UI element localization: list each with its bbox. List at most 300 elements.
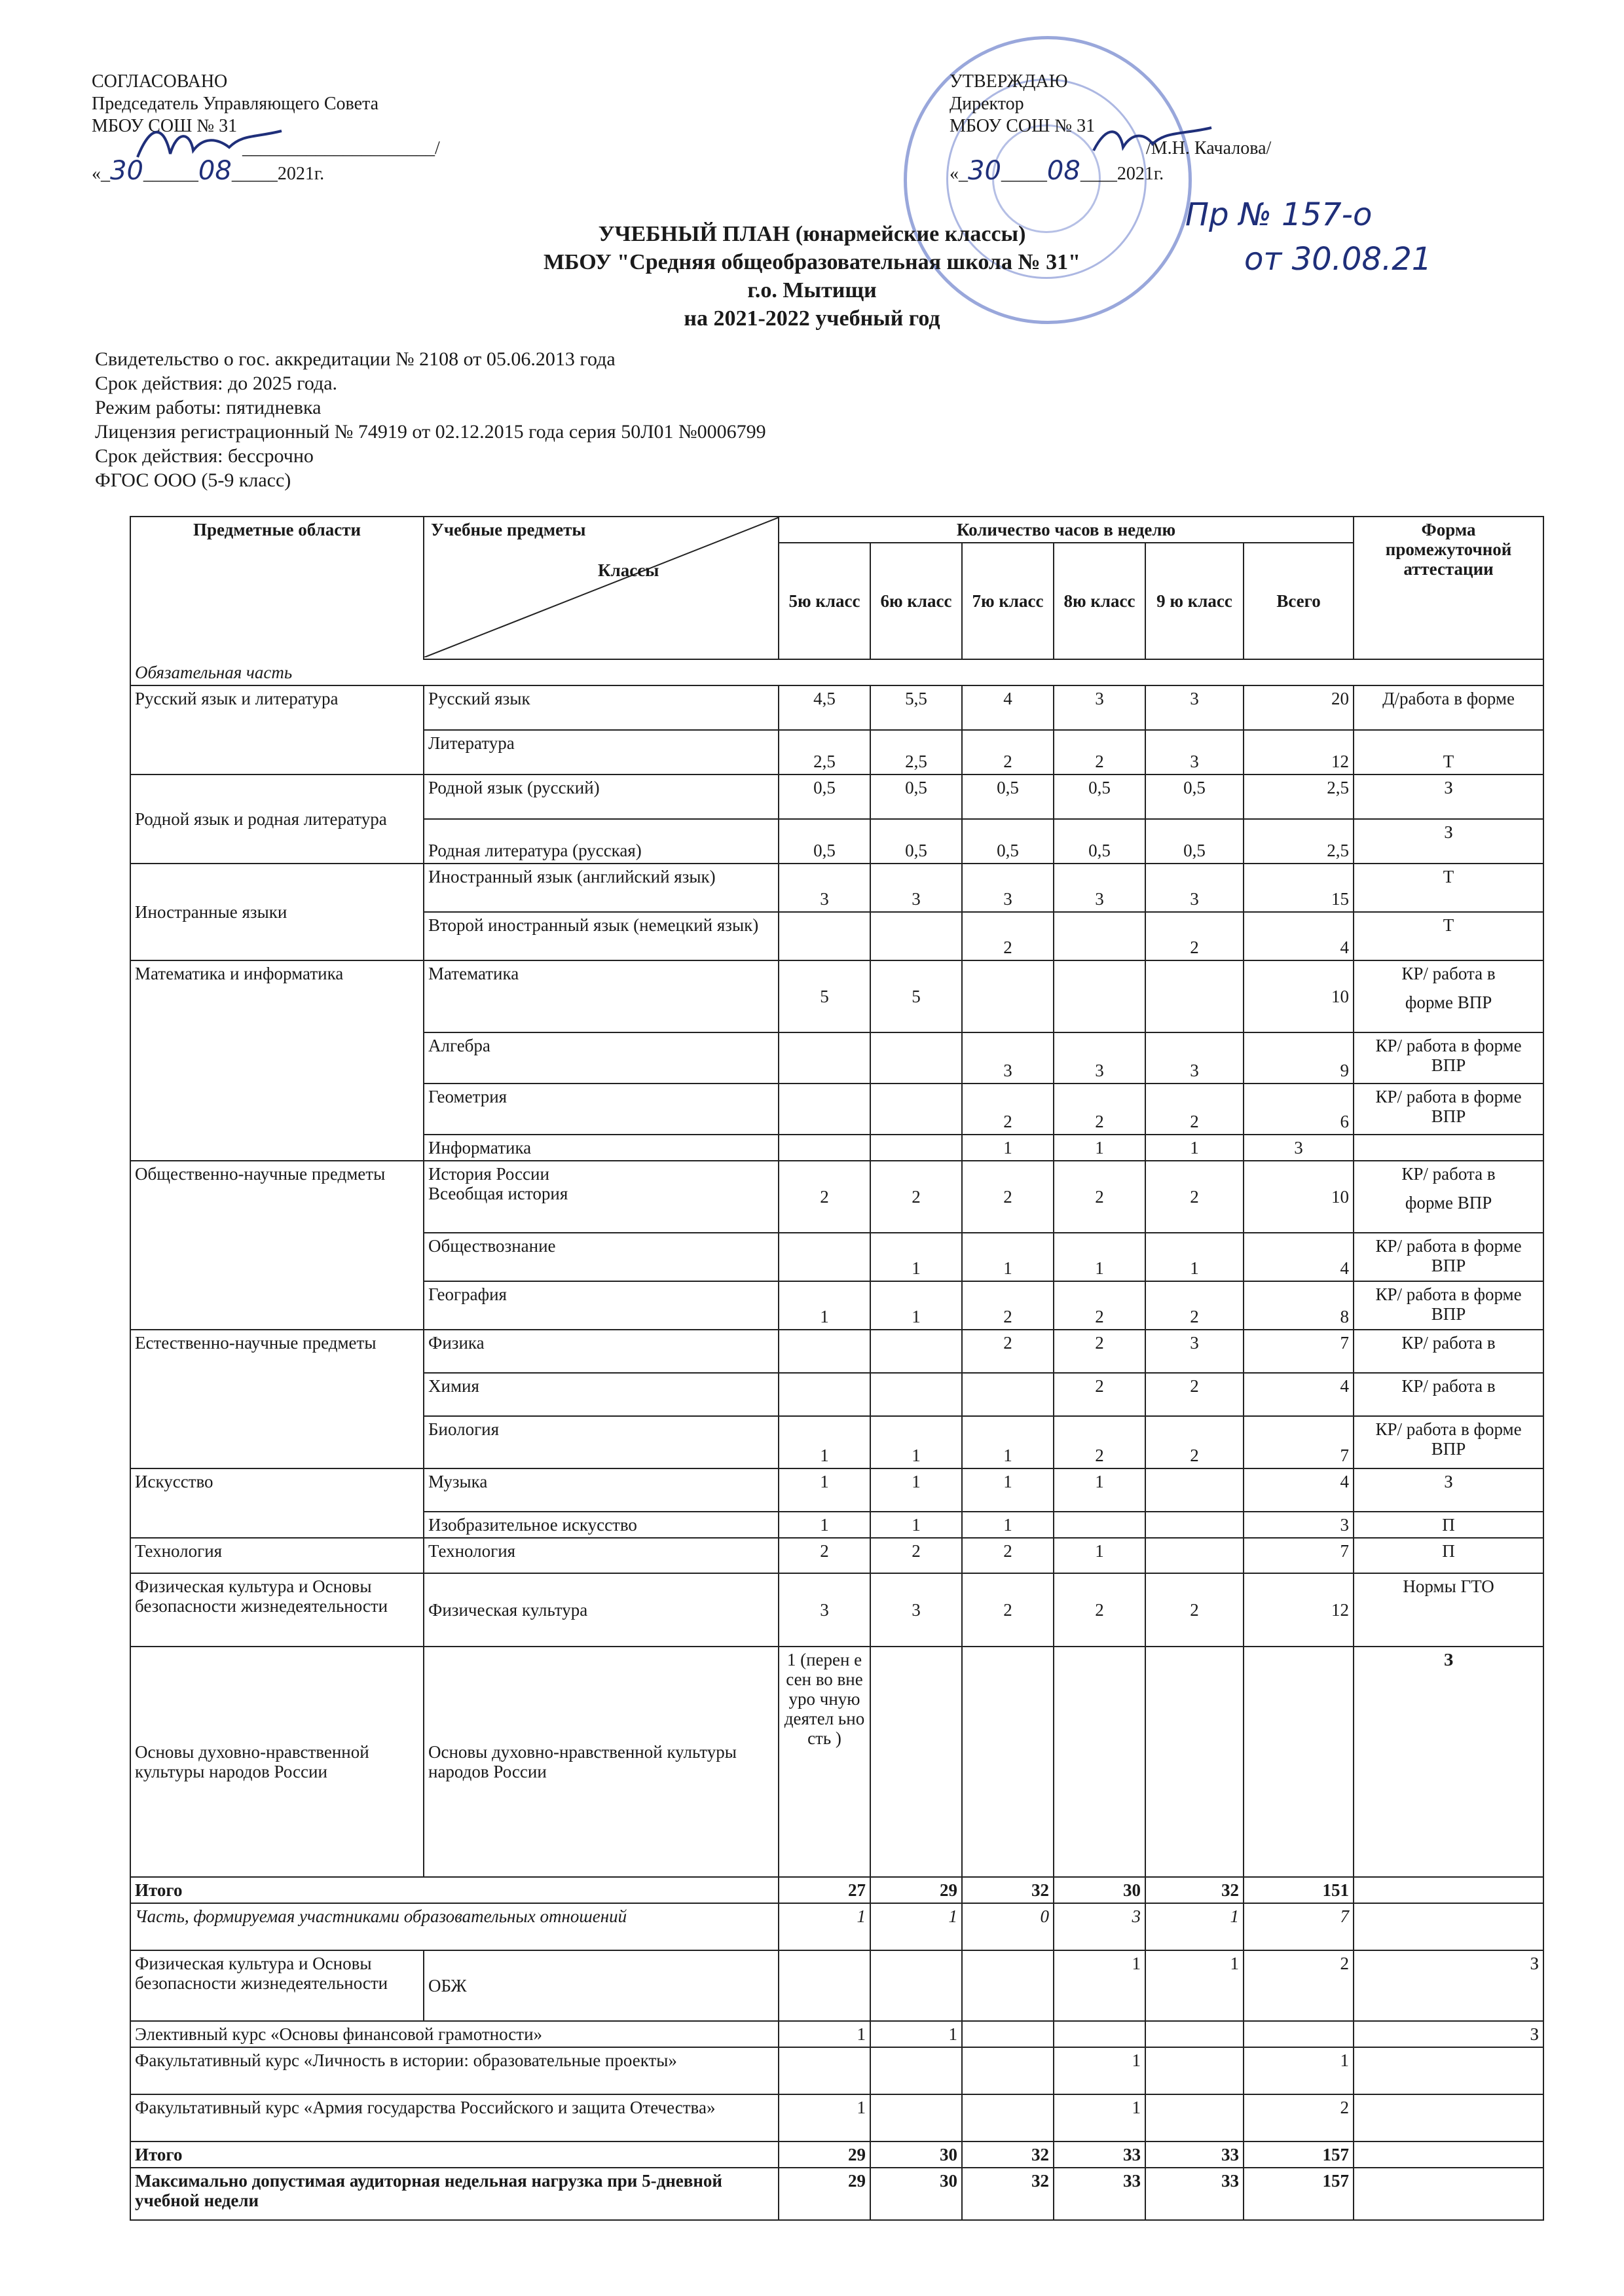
hours-cell: 2 (1054, 1161, 1145, 1233)
hours-cell: 32 (1145, 1877, 1244, 1903)
form-cell: КР/ работа в форме ВПР (1354, 1161, 1543, 1233)
total-cell: 12 (1244, 1573, 1354, 1647)
subject-cell: Основы духовно-нравственной культуры народов России (424, 1647, 779, 1877)
total-cell: 4 (1244, 1373, 1354, 1416)
table-row (130, 2168, 1543, 2220)
hours-cell: 2 (779, 1161, 870, 1233)
form-cell: КР/ работа в форме ВПР (1354, 1416, 1543, 1468)
hours-cell: 1 (1145, 1233, 1244, 1281)
hours-cell: 1 (1054, 2094, 1145, 2141)
hours-cell: 30 (870, 2141, 962, 2168)
hours-cell: 2 (1145, 1161, 1244, 1233)
hours-cell: 30 (1054, 1877, 1145, 1903)
head-classes: Классы (598, 560, 659, 580)
hours-cell (779, 2047, 870, 2094)
hours-cell: 2 (1145, 1416, 1244, 1468)
hours-cell: 3 (1054, 1903, 1145, 1950)
form-cell: П (1354, 1512, 1543, 1538)
hours-cell: 0,5 (779, 774, 870, 819)
hours-cell: 3 (1145, 685, 1244, 730)
hours-cell (1145, 960, 1244, 1032)
subject-cell: Изобразительное искусство (424, 1512, 779, 1538)
hours-cell: 1 (1054, 1135, 1145, 1161)
head-hours: Количество часов в неделю (779, 517, 1354, 543)
hours-cell: 0,5 (779, 819, 870, 864)
approved-name: /М.Н. Качалова/ (1146, 138, 1272, 158)
form-cell: КР/ работа в форме ВПР (1354, 1281, 1543, 1330)
head-areas: Предметные области (130, 517, 424, 659)
table-row (130, 2141, 1543, 2168)
hours-cell: 2 (962, 1573, 1054, 1647)
hours-cell: 1 (779, 1903, 870, 1950)
hours-cell: 3 (1054, 685, 1145, 730)
hours-cell: 3 (870, 864, 962, 912)
form-cell: З (1354, 774, 1543, 819)
head-subjects: Учебные предметы (431, 520, 586, 539)
hours-cell (870, 1373, 962, 1416)
total-cell: 151 (1244, 1877, 1354, 1903)
total-cell: 2,5 (1244, 819, 1354, 864)
area-cell: Русский язык и литература (130, 685, 424, 774)
hours-cell: 0,5 (962, 819, 1054, 864)
form-cell: З (1354, 819, 1543, 864)
subject-cell: Второй иностранный язык (немецкий язык) (424, 912, 779, 960)
approved-date-day: 30 (968, 156, 1001, 186)
meta-block (95, 347, 766, 492)
form-cell: КР/ работа в (1354, 1373, 1543, 1416)
hours-cell: 2 (962, 1084, 1054, 1135)
hours-cell (962, 960, 1054, 1032)
hours-cell (1145, 1647, 1244, 1877)
form-cell: З (1354, 1647, 1543, 1877)
area-cell: Родной язык и родная литература (130, 774, 424, 864)
form-cell (1354, 2168, 1543, 2220)
hours-cell: 5,5 (870, 685, 962, 730)
total-cell: 9 (1244, 1032, 1354, 1084)
hours-cell: 1 (870, 1512, 962, 1538)
hours-cell: 32 (962, 2141, 1054, 2168)
head-total: Всего (1244, 543, 1354, 659)
hours-cell (870, 1647, 962, 1877)
hours-cell: 1 (962, 1512, 1054, 1538)
hours-cell: 29 (779, 2141, 870, 2168)
form-cell: Нормы ГТО (1354, 1573, 1543, 1647)
hours-cell: 0,5 (870, 819, 962, 864)
hours-cell: 2 (962, 1161, 1054, 1233)
subject-cell: Факультативный курс «Армия государства Российского и защита Отечества» (130, 2094, 779, 2141)
hours-cell: 2 (962, 912, 1054, 960)
subject-cell: ОБЖ (424, 1950, 779, 2021)
hours-cell: 3 (1145, 1330, 1244, 1373)
hours-cell: 33 (1145, 2141, 1244, 2168)
hours-cell: 1 (1054, 1468, 1145, 1512)
hours-cell: 1 (962, 1233, 1054, 1281)
meta-line: Срок действия: до 2025 года. (95, 373, 338, 394)
hours-cell (870, 1950, 962, 2021)
hours-cell: 3 (1054, 1032, 1145, 1084)
approved-school: МБОУ СОШ № 31 (950, 116, 1096, 136)
hours-cell: 1 (779, 1281, 870, 1330)
agreed-signature-icon (131, 118, 288, 170)
subject-cell: География (424, 1281, 779, 1330)
total-cell (1244, 1647, 1354, 1877)
subject-cell: Технология (424, 1538, 779, 1573)
head-grade-9: 9 ю класс (1145, 543, 1244, 659)
approved-date: «_30_____08____2021г. (950, 156, 1164, 186)
table-row (130, 1950, 1543, 2021)
hours-cell: 2 (962, 730, 1054, 774)
hours-cell (1054, 960, 1145, 1032)
form-cell: З (1354, 2021, 1543, 2047)
area-cell: Искусство (130, 1468, 424, 1538)
total-cell: 12 (1244, 730, 1354, 774)
subject-cell: Геометрия (424, 1084, 779, 1135)
form-cell: П (1354, 1538, 1543, 1573)
form-cell (1354, 2047, 1543, 2094)
head-grade-7: 7ю класс (962, 543, 1054, 659)
hours-cell (962, 2094, 1054, 2141)
subject-cell: Литература (424, 730, 779, 774)
mandatory-part-label: Обязательная часть (130, 659, 1543, 685)
table-row (130, 1877, 1543, 1903)
form-cell: З (1354, 1468, 1543, 1512)
subject-cell: Музыка (424, 1468, 779, 1512)
hours-cell: 1 (1145, 1135, 1244, 1161)
hours-cell (1145, 2047, 1244, 2094)
subject-cell: Алгебра (424, 1032, 779, 1084)
hours-cell (1145, 1538, 1244, 1573)
hours-cell: 1 (1054, 2047, 1145, 2094)
form-cell: Д/работа в форме (1354, 685, 1543, 730)
head-grade-6: 6ю класс (870, 543, 962, 659)
form-cell: КР/ работа в форме ВПР (1354, 1084, 1543, 1135)
hours-cell: 1 (962, 1468, 1054, 1512)
total-cell: 157 (1244, 2141, 1354, 2168)
table-row (130, 2094, 1543, 2141)
table-row (130, 1647, 1543, 1877)
hours-cell: 5 (779, 960, 870, 1032)
total-cell: 4 (1244, 1468, 1354, 1512)
hours-cell: 2 (1054, 1281, 1145, 1330)
total-cell: 2 (1244, 1950, 1354, 2021)
hours-cell: 4,5 (779, 685, 870, 730)
hours-cell: 3 (779, 1573, 870, 1647)
hours-cell: 2 (779, 1538, 870, 1573)
area-cell: Физическая культура и Основы безопасности жизнедеятельности (130, 1573, 424, 1647)
area-cell: Естественно-научные предметы (130, 1330, 424, 1468)
total-cell (1244, 2021, 1354, 2047)
meta-line: ФГОС ООО (5-9 класс) (95, 469, 291, 491)
area-cell: Математика и информатика (130, 960, 424, 1161)
hours-cell: 1 (перен есен во внеуро чную деятел ьность ) (779, 1647, 870, 1877)
hours-cell: 2 (1145, 1084, 1244, 1135)
hours-cell: 0,5 (1145, 774, 1244, 819)
hours-cell: 1 (1145, 1903, 1244, 1950)
hours-cell (779, 912, 870, 960)
hours-cell: 33 (1145, 2168, 1244, 2220)
hours-cell (870, 2094, 962, 2141)
total-cell: 4 (1244, 1233, 1354, 1281)
hours-cell (779, 1330, 870, 1373)
total-cell: 20 (1244, 685, 1354, 730)
hours-cell: 1 (779, 1416, 870, 1468)
approved-title: УТВЕРЖДАЮ (950, 71, 1068, 92)
hours-cell: 2 (962, 1330, 1054, 1373)
hours-cell (779, 1233, 870, 1281)
hours-cell: 2 (1145, 1281, 1244, 1330)
hours-cell: 29 (870, 1877, 962, 1903)
order-date: от 30.08.21 (1244, 241, 1432, 278)
subject-cell: Физика (424, 1330, 779, 1373)
total-cell: 7 (1244, 1416, 1354, 1468)
hours-cell: 4 (962, 685, 1054, 730)
hours-cell: 0,5 (1054, 774, 1145, 819)
doc-title-1: УЧЕБНЫЙ ПЛАН (юнармейские классы) (598, 222, 1026, 246)
hours-cell (779, 1950, 870, 2021)
total-label: Итого (130, 2141, 779, 2168)
hours-cell: 1 (870, 1281, 962, 1330)
hours-cell: 3 (962, 864, 1054, 912)
hours-cell: 1 (779, 1468, 870, 1512)
hours-cell: 0,5 (1054, 819, 1145, 864)
hours-cell (1145, 2021, 1244, 2047)
doc-title-4: на 2021-2022 учебный год (684, 306, 940, 331)
head-form: Форма промежуточной аттестации (1354, 517, 1543, 659)
hours-cell: 3 (962, 1032, 1054, 1084)
hours-cell: 1 (779, 1512, 870, 1538)
hours-cell (779, 1032, 870, 1084)
total-label: Итого (130, 1877, 779, 1903)
hours-cell: 1 (962, 1135, 1054, 1161)
hours-cell: 5 (870, 960, 962, 1032)
hours-cell: 2 (1145, 1573, 1244, 1647)
hours-cell: 1 (870, 1416, 962, 1468)
hours-cell: 3 (870, 1573, 962, 1647)
form-cell: КР/ работа в форме ВПР (1354, 960, 1543, 1032)
max-load-label: Максимально допустимая аудиторная недельная нагрузка при 5-дневной учебной недели (130, 2168, 779, 2220)
hours-cell (962, 2047, 1054, 2094)
hours-cell: 2 (1054, 1573, 1145, 1647)
table-row (130, 685, 1543, 730)
form-cell: З (1354, 1950, 1543, 2021)
hours-cell: 2 (962, 1538, 1054, 1573)
total-cell: 157 (1244, 2168, 1354, 2220)
hours-cell: 2 (1145, 912, 1244, 960)
doc-title-3: г.о. Мытищи (747, 278, 877, 302)
hours-cell (870, 1032, 962, 1084)
total-cell: 10 (1244, 1161, 1354, 1233)
form-cell (1354, 1903, 1543, 1950)
area-cell: Основы духовно-нравственной культуры народов России (130, 1647, 424, 1877)
subject-cell: Математика (424, 960, 779, 1032)
curriculum-table (130, 516, 1544, 2221)
form-cell (1354, 2141, 1543, 2168)
hours-cell (1054, 912, 1145, 960)
table-row (130, 1903, 1543, 1950)
table-row (130, 1468, 1543, 1512)
total-cell: 4 (1244, 912, 1354, 960)
hours-cell: 32 (962, 1877, 1054, 1903)
table-row (130, 2021, 1543, 2047)
hours-cell (962, 2021, 1054, 2047)
meta-line: Свидетельство о гос. аккредитации № 2108 от 05.06.2013 года (95, 348, 616, 370)
hours-cell: 2,5 (779, 730, 870, 774)
subject-cell: История России Всеобщая история (424, 1161, 779, 1233)
hours-cell: 0 (962, 1903, 1054, 1950)
hours-cell: 1 (870, 1468, 962, 1512)
table-row (130, 864, 1543, 912)
area-cell: Общественно-научные предметы (130, 1161, 424, 1330)
hours-cell: 2 (870, 1538, 962, 1573)
hours-cell (1054, 2021, 1145, 2047)
hours-cell (779, 1084, 870, 1135)
hours-cell (1054, 1512, 1145, 1538)
hours-cell: 2 (1054, 1084, 1145, 1135)
area-cell: Технология (130, 1538, 424, 1573)
hours-cell: 1 (870, 2021, 962, 2047)
hours-cell: 1 (779, 2021, 870, 2047)
hours-cell (870, 2047, 962, 2094)
hours-cell: 33 (1054, 2168, 1145, 2220)
form-cell (1354, 2094, 1543, 2141)
hours-cell: 2 (1054, 730, 1145, 774)
subject-cell: Физическая культура (424, 1573, 779, 1647)
hours-cell (962, 1373, 1054, 1416)
subject-cell: Родная литература (русская) (424, 819, 779, 864)
area-cell: Физическая культура и Основы безопасности жизнедеятельности (130, 1950, 424, 2021)
form-cell (1354, 1877, 1543, 1903)
hours-cell: 1 (1145, 1950, 1244, 2021)
head-subjects-classes (424, 517, 779, 659)
form-cell (1354, 1135, 1543, 1161)
approved-position: Директор (950, 94, 1024, 114)
approved-date-month: 08 (1046, 156, 1080, 186)
agreed-school: МБОУ СОШ № 31 (92, 116, 238, 136)
table-row (130, 1573, 1543, 1647)
hours-cell: 30 (870, 2168, 962, 2220)
total-cell: 2 (1244, 2094, 1354, 2141)
agreed-position: Председатель Управляющего Совета (92, 94, 379, 114)
hours-cell (1054, 1647, 1145, 1877)
hours-cell (962, 1950, 1054, 2021)
doc-title-2: МБОУ "Средняя общеобразовательная школа № 31" (543, 250, 1081, 274)
form-cell: Т (1354, 730, 1543, 774)
subject-cell: Родной язык (русский) (424, 774, 779, 819)
hours-cell: 3 (1054, 864, 1145, 912)
subject-cell: Факультативный курс «Личность в истории: образовательные проекты» (130, 2047, 779, 2094)
order-number: Пр № 157-о (1185, 196, 1373, 233)
total-cell: 10 (1244, 960, 1354, 1032)
hours-cell: 27 (779, 1877, 870, 1903)
hours-cell: 1 (1054, 1538, 1145, 1573)
subject-cell: Русский язык (424, 685, 779, 730)
hours-cell: 2 (870, 1161, 962, 1233)
hours-cell: 0,5 (962, 774, 1054, 819)
total-cell: 7 (1244, 1538, 1354, 1573)
total-cell: 7 (1244, 1903, 1354, 1950)
table-row (130, 774, 1543, 819)
hours-cell: 3 (779, 864, 870, 912)
approved-signature-icon (1087, 118, 1218, 164)
hours-cell (779, 1373, 870, 1416)
head-grade-5: 5ю класс (779, 543, 870, 659)
subject-cell: Обществознание (424, 1233, 779, 1281)
subject-cell: Иностранный язык (английский язык) (424, 864, 779, 912)
hours-cell: 1 (1054, 1950, 1145, 2021)
total-cell: 2,5 (1244, 774, 1354, 819)
hours-cell: 33 (1054, 2141, 1145, 2168)
hours-cell (1145, 2094, 1244, 2141)
hours-cell: 3 (1145, 730, 1244, 774)
total-cell: 15 (1244, 864, 1354, 912)
hours-cell: 0,5 (870, 774, 962, 819)
meta-line: Лицензия регистрационный № 74919 от 02.12.2015 года серия 50Л01 №0006799 (95, 421, 766, 443)
hours-cell: 2,5 (870, 730, 962, 774)
form-cell: КР/ работа в форме ВПР (1354, 1032, 1543, 1084)
meta-line: Срок действия: бессрочно (95, 445, 314, 467)
agreed-date-month: 08 (198, 156, 232, 186)
meta-line: Режим работы: пятидневка (95, 397, 322, 418)
hours-cell: 3 (1145, 864, 1244, 912)
table-row (130, 2047, 1543, 2094)
form-cell: Т (1354, 864, 1543, 912)
hours-cell: 2 (1054, 1416, 1145, 1468)
hours-cell: 1 (779, 2094, 870, 2141)
total-cell: 3 (1244, 1135, 1354, 1161)
table-row (130, 1161, 1543, 1233)
hours-cell (870, 1084, 962, 1135)
hours-cell: 1 (1054, 1233, 1145, 1281)
part2-label: Часть, формируемая участниками образовательных отношений (130, 1903, 779, 1950)
hours-cell (962, 1647, 1054, 1877)
subject-cell: Биология (424, 1416, 779, 1468)
hours-cell (1145, 1468, 1244, 1512)
hours-cell: 2 (1145, 1373, 1244, 1416)
hours-cell: 1 (870, 1903, 962, 1950)
hours-cell (870, 1135, 962, 1161)
subject-cell: Информатика (424, 1135, 779, 1161)
subject-cell: Элективный курс «Основы финансовой грамотности» (130, 2021, 779, 2047)
agreed-title: СОГЛАСОВАНО (92, 71, 228, 92)
hours-cell: 2 (1054, 1330, 1145, 1373)
total-cell: 6 (1244, 1084, 1354, 1135)
hours-cell: 0,5 (1145, 819, 1244, 864)
table-row (130, 1330, 1543, 1373)
total-cell: 8 (1244, 1281, 1354, 1330)
table-row (130, 1538, 1543, 1573)
form-cell: КР/ работа в форме ВПР (1354, 1233, 1543, 1281)
total-cell: 3 (1244, 1512, 1354, 1538)
hours-cell (779, 1135, 870, 1161)
total-cell: 7 (1244, 1330, 1354, 1373)
hours-cell (870, 1330, 962, 1373)
head-grade-8: 8ю класс (1054, 543, 1145, 659)
form-cell: Т (1354, 912, 1543, 960)
hours-cell: 29 (779, 2168, 870, 2220)
hours-cell: 1 (962, 1416, 1054, 1468)
total-cell: 1 (1244, 2047, 1354, 2094)
area-cell: Иностранные языки (130, 864, 424, 960)
form-cell: КР/ работа в (1354, 1330, 1543, 1373)
agreed-sign-line: _____________________/ (242, 138, 440, 158)
hours-cell: 32 (962, 2168, 1054, 2220)
hours-cell: 2 (962, 1281, 1054, 1330)
hours-cell (870, 912, 962, 960)
agreed-date-day: 30 (110, 156, 143, 186)
hours-cell: 2 (1054, 1373, 1145, 1416)
table-row (130, 960, 1543, 1032)
hours-cell: 3 (1145, 1032, 1244, 1084)
